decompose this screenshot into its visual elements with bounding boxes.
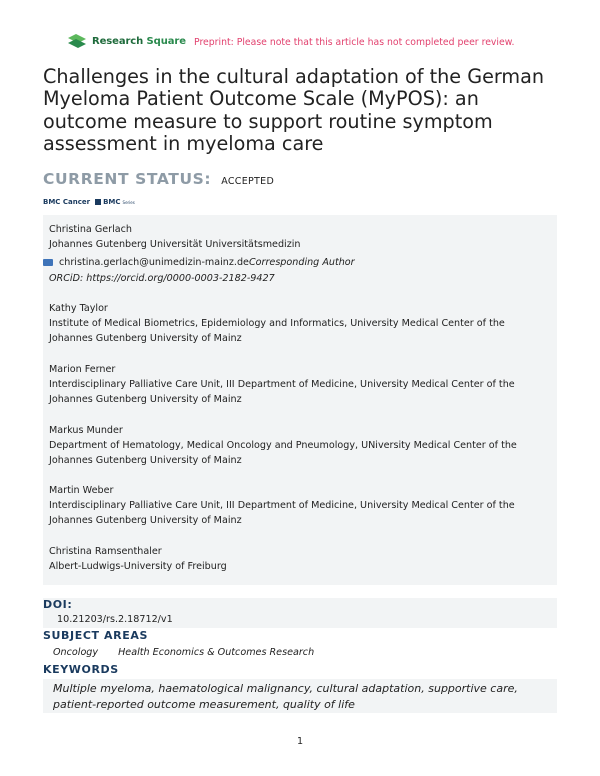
subject-areas-list [53,647,314,658]
page-header [68,34,548,52]
author-block [49,544,549,574]
journal-name: BMC Cancer [43,198,91,206]
journal-brand [43,198,135,206]
doi-value[interactable]: 10.21203/rs.2.18712/v1 [57,614,173,625]
bmc-series-suffix: Series [122,199,135,205]
author-affiliation: Institute of Medical Biometrics, Epidemiology and Informatics, University Medical Center of the Johannes Gutenberg University of Mainz [49,318,505,344]
author-affiliation: Johannes Gutenberg Universität Universitätsmedizin [49,239,301,250]
mail-icon [43,259,53,266]
current-status [43,170,274,188]
author-block [49,222,549,252]
logo-word-square: Square [146,35,186,47]
doi-label: DOI: [43,598,73,611]
research-square-logo-icon [68,34,88,48]
bmc-series-logo [95,198,135,206]
author-affiliation: Interdisciplinary Palliative Care Unit, III Department of Medicine, University Medical Center of the Johannes Gutenberg University of Mainz [49,500,515,526]
author-block [49,423,549,468]
author-affiliation: Interdisciplinary Palliative Care Unit, III Department of Medicine, University Medical Center of the Johannes Gutenberg University of Mainz [49,379,515,405]
logo-text [92,36,186,47]
author-name: Martin Weber [49,485,114,496]
doi-section [43,598,557,628]
bmc-series-brand: BMC [103,198,121,206]
author-orcid[interactable]: ORCiD: https://orcid.org/0000-0003-2182-9427 [49,273,275,284]
keywords-panel [43,679,557,713]
preprint-notice: Preprint: Please note that this article has not completed peer review. [194,37,515,48]
author-name: Kathy Taylor [49,303,108,314]
author-name: Christina Gerlach [49,224,133,235]
author-block [49,483,549,528]
status-value: ACCEPTED [221,176,275,187]
page-number: 1 [296,736,304,747]
author-email[interactable]: christina.gerlach@unimedizin-mainz.de [59,257,249,268]
keywords-text: Multiple myeloma, haematological malignancy, cultural adaptation, supportive care, patient-reported outcome measurement, quality of life [53,682,518,711]
subject-area-item[interactable]: Health Economics & Outcomes Research [118,647,315,658]
author-block [49,301,549,346]
authors-panel [43,215,557,585]
keywords-label: KEYWORDS [43,663,119,676]
author-affiliation: Department of Hematology, Medical Oncology and Pneumology, UNiversity Medical Center of the Johannes Gutenberg University of Mainz [49,440,517,466]
status-label: CURRENT STATUS: [43,170,212,188]
corresponding-author-label: Corresponding Author [248,257,355,268]
author-name: Marion Ferner [49,364,116,375]
author-affiliation: Albert-Ludwigs-University of Freiburg [49,561,227,572]
article-title: Challenges in the cultural adaptation of the German Myeloma Patient Outcome Scale (MyPOS): an outcome measure to support routine symptom assessment in myeloma care [43,65,545,156]
author-name: Christina Ramsenthaler [49,546,162,557]
author-name: Markus Munder [49,425,123,436]
bmc-series-square-icon [95,199,101,205]
logo-word-research: Research [92,35,144,47]
author-block [49,362,549,407]
corresponding-email-row [43,255,355,270]
subject-areas-label: SUBJECT AREAS [43,629,148,642]
research-square-logo[interactable] [68,34,186,48]
subject-area-item[interactable]: Oncology [53,647,99,658]
